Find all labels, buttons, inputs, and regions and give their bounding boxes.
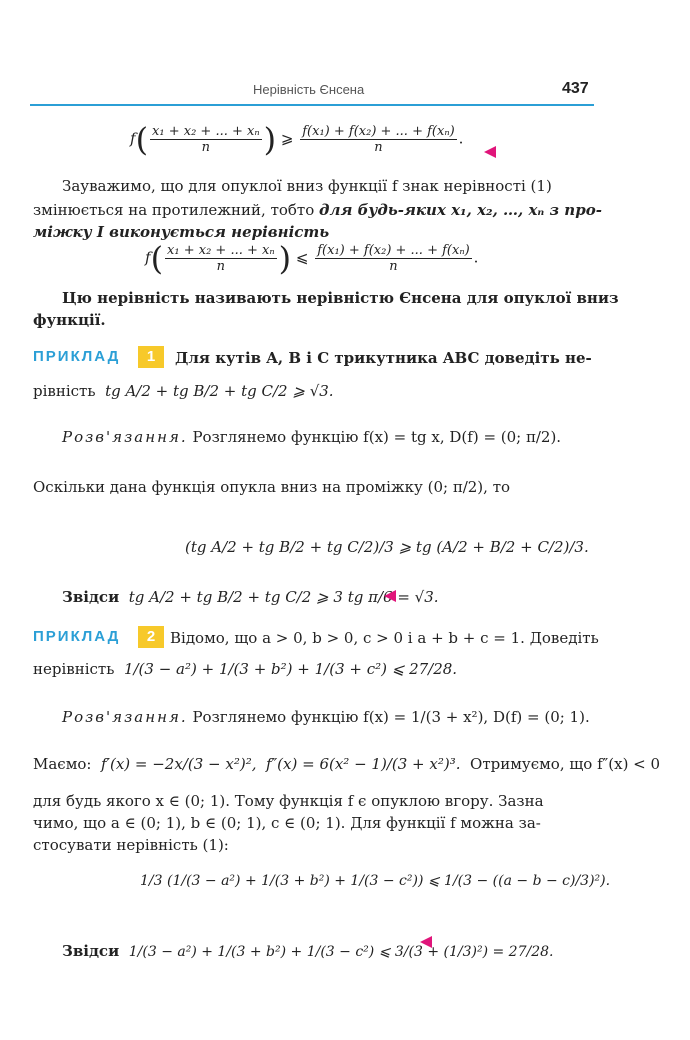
solution-line: Оскільки дана функція опукла вниз на проміжку (0; π/2), то [33,478,511,496]
conclusion-line: Звідси tg A/2 + tg B/2 + tg C/2 ⩾ 3 tg π/6 = √3. [62,588,439,606]
header-rule [30,104,594,106]
derivatives-line: Маємо: f′(x) = −2x/(3 − x²)², f″(x) = 6(x² − 1)/(3 + x²)³. Отримуємо, що f″(x) < 0 [33,755,661,773]
example-number-badge: 2 [138,626,164,648]
fraction-values: $\frac{\text{f(x₁) + f(x₂) + ... + f(xₙ)}}{n}$ [302,124,455,155]
formula-jensen-tan: (tg A/2 + tg B/2 + tg C/2)/3 ⩾ tg (A/2 + B/2 + C/2)/3. [185,538,589,556]
relation-sign: ⩾ [280,129,294,148]
paragraph-line: чимо, що a ∈ (0; 1), b ∈ (0; 1), c ∈ (0; 1). Для функції f можна за- [33,814,541,832]
conclusion-line: Звідси 1/(3 − a²) + 1/(3 + b²) + 1/(3 − c²) ⩽ 3/(3 + (1/3)²) = 27/28. [62,942,554,960]
formula-jensen-up: f( $\frac{\text{x₁ + x₂ + ... + xₙ}}{n}$ ) ⩾ $\frac{\text{f(x₁) + f(x₂) + ... + f(xₙ)}}{n}$ . [130,120,464,159]
fraction-args: $\frac{\text{x₁ + x₂ + ... + xₙ}}{n}$ [152,124,260,155]
example-label: ПРИКЛАД [33,628,121,645]
formula-jensen-down: f( $\frac{\text{x₁ + x₂ + ... + xₙ}}{n}$ ) ⩽ $\frac{\text{f(x₁) + f(x₂) + ... + f(xₙ)}}{n}$ . [145,239,479,278]
example-statement: нерівність 1/(3 − a²) + 1/(3 + b²) + 1/(3 + c²) ⩽ 27/28. [33,660,458,678]
paragraph-line: для будь якого x ∈ (0; 1). Тому функція f є опуклою вгору. Зазна [33,792,544,810]
solution-line: Розв'язання. Розглянемо функцію f(x) = tg x, D(f) = (0; π/2). [62,428,562,446]
formula-f: f [130,129,136,148]
running-header-title: Нерівність Єнсена [253,82,365,97]
paragraph-line: Зауважимо, що для опуклої вниз функції f знак нерівності (1) [62,177,552,195]
example-statement: Відомо, що a > 0, b > 0, c > 0 і a + b + c = 1. Доведіть [170,629,599,647]
paragraph-line: функції. [33,311,106,329]
solution-line: Розв'язання. Розглянемо функцію f(x) = 1/(3 + x²), D(f) = (0; 1). [62,708,590,726]
page-number: 437 [562,80,589,97]
end-of-proof-marker [384,590,396,602]
formula-jensen-rational: 1/3 (1/(3 − a²) + 1/(3 + b²) + 1/(3 − c²)) ⩽ 1/(3 − ((a − b − c)/3)²). [140,873,611,889]
paragraph-line: змінюється на протилежний, тобто для будь-яких x₁, x₂, …, xₙ з про- [33,201,602,219]
end-of-proof-marker [484,146,496,158]
relation-sign: ⩽ [295,248,309,267]
example-number-badge: 1 [138,346,164,368]
example-label: ПРИКЛАД [33,348,121,365]
paragraph-line: стосувати нерівність (1): [33,836,229,854]
paragraph-line: міжку I виконується нерівність [33,223,330,241]
end-of-proof-marker [420,936,432,948]
paragraph-line: Цю нерівність називають нерівністю Єнсена для опуклої вниз [62,289,619,307]
example-statement: рівність tg A/2 + tg B/2 + tg C/2 ⩾ √3. [33,382,334,400]
example-statement: Для кутів A, B і C трикутника ABC доведіть не- [175,349,592,367]
